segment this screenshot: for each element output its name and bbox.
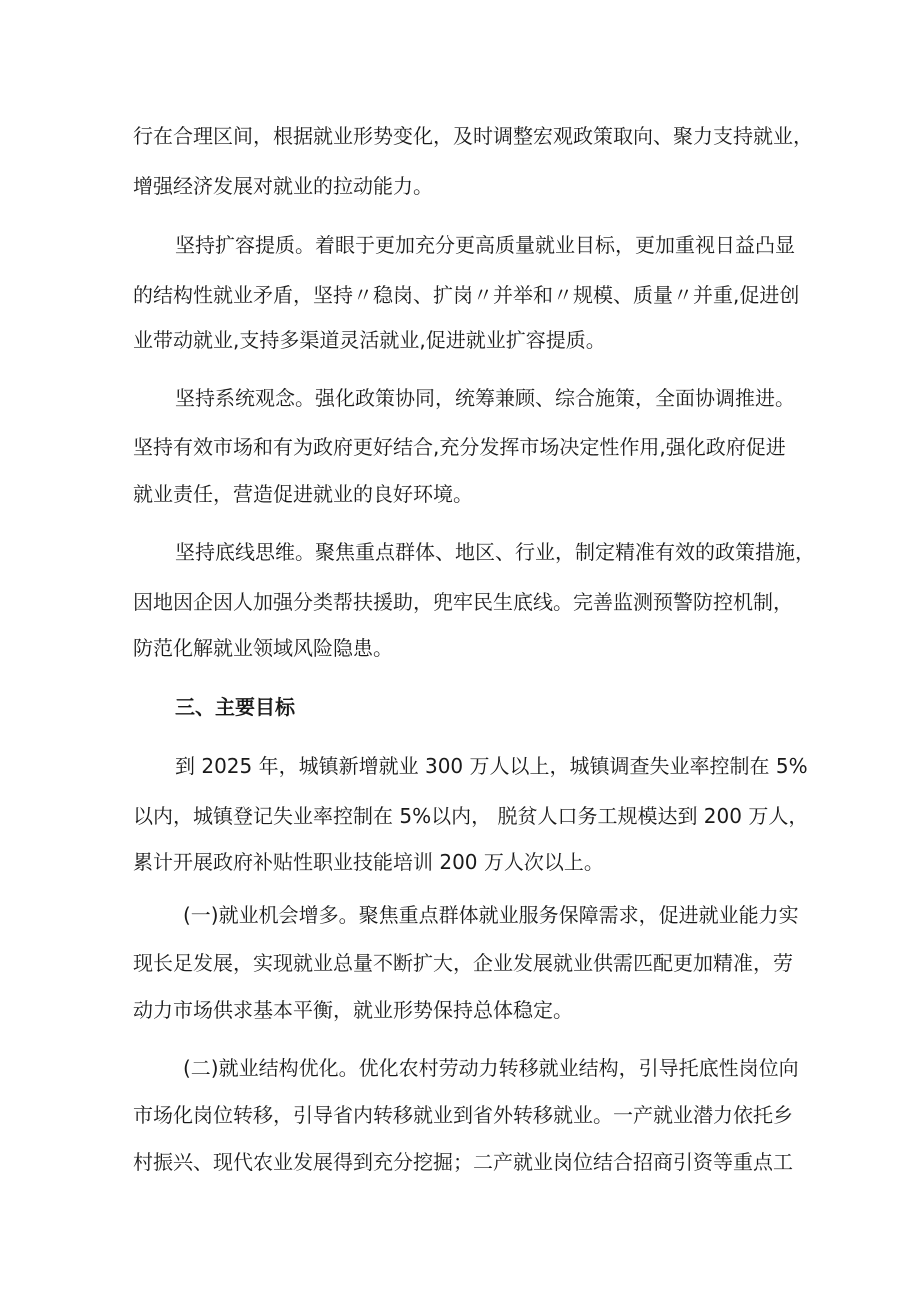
paragraph-line: 以内，城镇登记失业率控制在 5%以内， 脱贫人口务工规模达到 200 万人， (133, 804, 809, 828)
paragraph-line: 增强经济发展对就业的拉动能力。 (133, 174, 433, 198)
paragraph-line: 防范化解就业领域风险隐患。 (133, 636, 393, 660)
paragraph-line: 累计开展政府补贴性职业技能培训 200 万人次以上。 (133, 850, 604, 874)
paragraph-line: 坚持扩容提质。着眼于更加充分更高质量就业目标，更加重视日益凸显 (175, 233, 795, 257)
paragraph-line: (一)就业机会增多。聚焦重点群体就业服务保障需求，促进就业能力实 (183, 903, 799, 927)
paragraph-line: 就业责任，营造促进就业的良好环境。 (133, 482, 473, 506)
paragraph-line: 行在合理区间，根据就业形势变化，及时调整宏观政策取向、聚力支持就业， (133, 124, 813, 148)
paragraph-line: 市场化岗位转移，引导省内转移就业到省外转移就业。一产就业潜力依托乡 (133, 1103, 793, 1127)
paragraph-line: 现长足发展，实现就业总量不断扩大，企业发展就业供需匹配更加精准，劳 (133, 951, 793, 975)
paragraph-line: 动力市场供求基本平衡，就业形势保持总体稳定。 (133, 998, 573, 1022)
paragraph-line: 的结构性就业矛盾，坚持〃稳岗、扩岗〃并举和〃规模、质量〃并重,促进创 (133, 283, 800, 307)
paragraph-line: 坚持系统观念。强化政策协同，统筹兼顾、综合施策，全面协调推进。 (175, 386, 795, 410)
paragraph-line: 坚持底线思维。聚焦重点群体、地区、行业，制定精准有效的政策措施， (175, 540, 815, 564)
section-heading: 三、主要目标 (175, 695, 295, 719)
paragraph-line: 到 2025 年，城镇新增就业 300 万人以上，城镇调查失业率控制在 5% (175, 754, 808, 778)
paragraph-line: 坚持有效市场和有为政府更好结合,充分发挥市场决定性作用,强化政府促进 (133, 435, 786, 459)
paragraph-line: 因地因企因人加强分类帮扶援助，兜牢民生底线。完善监测预警防控机制， (133, 590, 793, 614)
paragraph-line: (二)就业结构优化。优化农村劳动力转移就业结构，引导托底性岗位向 (183, 1056, 799, 1080)
paragraph-line: 业带动就业,支持多渠道灵活就业,促进就业扩容提质。 (133, 328, 606, 352)
paragraph-line: 村振兴、现代农业发展得到充分挖掘；二产就业岗位结合招商引资等重点工 (133, 1150, 793, 1174)
